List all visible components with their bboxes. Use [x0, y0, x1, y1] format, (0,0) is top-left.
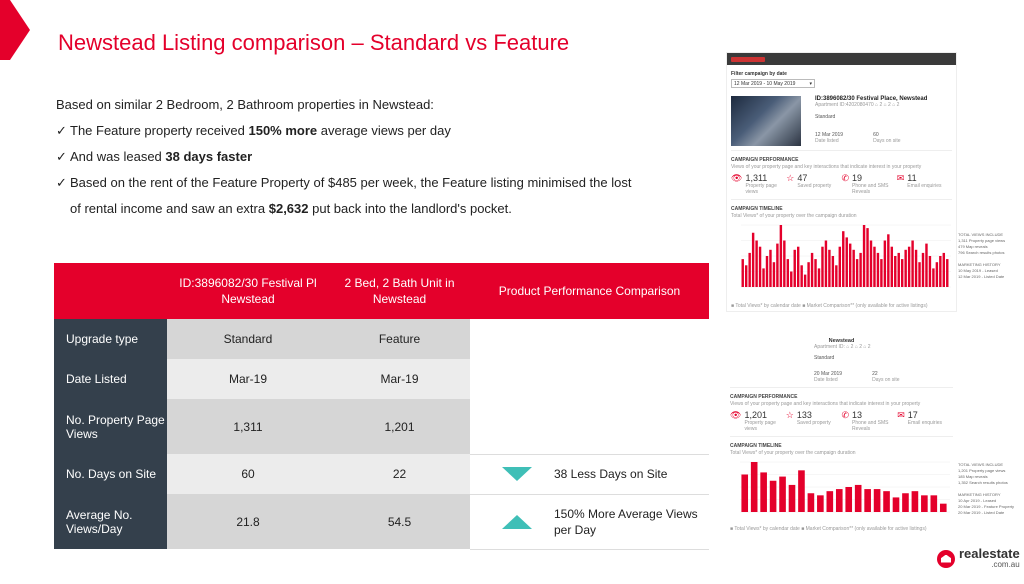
metric-saved: ☆ 133 Saved property	[785, 410, 831, 426]
intro-lead: Based on similar 2 Bedroom, 2 Bathroom properties in Newstead:	[56, 97, 434, 112]
timeline-bar	[776, 244, 778, 287]
timeline-bar	[760, 472, 767, 512]
metric-saved: ☆ 47 Saved property	[786, 173, 832, 189]
timeline-bar	[742, 259, 744, 287]
logo	[731, 57, 765, 62]
timeline-bar	[800, 265, 802, 287]
timeline-bar	[883, 491, 890, 512]
timeline-bar	[939, 256, 941, 287]
table-row: Date Listed Mar-19 Mar-19	[54, 359, 709, 399]
timeline-bar	[855, 485, 862, 512]
metric-phone: ✆ 19 Phone and SMS Reveals	[841, 173, 889, 195]
timeline-bar	[846, 237, 848, 287]
nav-bar	[727, 53, 956, 65]
date-filter-select[interactable]: 12 Mar 2019 - 10 May 2019 ▾	[731, 79, 815, 88]
table-row: Upgrade type Standard Feature	[54, 319, 709, 359]
page-title: Newstead Listing comparison – Standard vs Feature	[58, 30, 570, 55]
phone-icon: ✆	[841, 173, 850, 183]
star-icon: ☆	[786, 173, 795, 183]
intro-text	[56, 92, 696, 222]
timeline-bar	[856, 259, 858, 287]
comparison-table	[54, 263, 709, 550]
timeline-bar	[821, 247, 823, 287]
bottom-timeline-chart	[730, 458, 952, 520]
timeline-bar	[832, 256, 834, 287]
timeline-bar	[807, 262, 809, 287]
timeline-bar	[911, 241, 913, 288]
timeline-bar	[874, 489, 881, 512]
metric-email: ✉ 17 Email enquiries	[897, 410, 942, 426]
timeline-bar	[852, 250, 854, 287]
table-row: No. Days on Site 60 22 38 Less Days on Site	[54, 454, 709, 494]
realestate-logo: realestate .com.au	[937, 548, 1020, 569]
timeline-bar	[825, 241, 827, 288]
timeline-bar	[918, 262, 920, 287]
timeline-bar	[798, 470, 805, 512]
timeline-bar	[752, 233, 754, 287]
timeline-bar	[866, 228, 868, 287]
bullet-3: ✓ Based on the rent of the Feature Property of $485 per week, the Feature listing minimised the lost	[56, 170, 696, 196]
timeline-bar	[741, 475, 748, 513]
check-icon: ✓	[56, 175, 67, 190]
timeline-bar	[904, 250, 906, 287]
timeline-bar	[745, 265, 747, 287]
timeline-bar	[932, 268, 934, 287]
bullet-1: ✓ The Feature property received 150% more average views per day	[56, 118, 696, 144]
header-standard: ID:3896082/30 Festival Pl Newstead	[167, 263, 329, 319]
timeline-bar	[770, 481, 777, 512]
timeline-bar	[842, 231, 844, 287]
header-blank	[54, 263, 167, 319]
timeline-bar	[936, 262, 938, 287]
timeline-bar	[755, 241, 757, 288]
accent-bar	[0, 0, 10, 60]
timeline-bar	[922, 253, 924, 287]
header-feature: 2 Bed, 2 Bath Unit in Newstead	[329, 263, 470, 319]
timeline-bar	[845, 487, 852, 512]
timeline-bar	[773, 262, 775, 287]
metric-views: 👁 1,201 Property page views	[730, 410, 776, 432]
timeline-bar	[748, 253, 750, 287]
eye-icon: 👁	[731, 173, 743, 183]
timeline-bar	[818, 268, 820, 287]
timeline-bar	[790, 272, 792, 288]
timeline-bar	[817, 495, 824, 512]
timeline-bar	[804, 275, 806, 287]
bullet-3-cont: of rental income and saw an extra $2,632 put back into the landlord's pocket.	[70, 201, 512, 216]
timeline-bar	[827, 491, 834, 512]
timeline-bar	[877, 253, 879, 287]
check-icon: ✓	[56, 123, 67, 138]
timeline-bar	[759, 247, 761, 287]
timeline-bar	[901, 259, 903, 287]
bullet-2: ✓ And was leased 38 days faster	[56, 144, 696, 170]
metric-phone: ✆ 13 Phone and SMS Reveals	[841, 410, 889, 432]
timeline-bar	[908, 247, 910, 287]
timeline-bar	[787, 259, 789, 287]
arrow-up-icon	[502, 515, 532, 529]
timeline-bar	[789, 485, 796, 512]
top-timeline-chart	[731, 221, 953, 295]
timeline-bar	[870, 241, 872, 288]
timeline-bar	[859, 253, 861, 287]
star-icon: ☆	[785, 410, 794, 420]
timeline-bar	[915, 250, 917, 287]
top-notes: TOTAL VIEWS INCLUDE 1,311 Property page views 479 Map reveals 796 Search results photos MARKETING HISTORY 10 May 2019 - Leased 12 Mar 2019 - Listed Date	[958, 232, 1006, 279]
timeline-bar	[828, 250, 830, 287]
property-photo	[731, 96, 801, 146]
perf-views: 150% More Average Views per Day	[554, 506, 698, 537]
timeline-bar	[880, 259, 882, 287]
timeline-bar	[894, 256, 896, 287]
mail-icon: ✉	[896, 173, 905, 183]
timeline-bar	[902, 493, 909, 512]
table-row: No. Property Page Views 1,311 1,201	[54, 399, 709, 454]
timeline-bar	[797, 247, 799, 287]
timeline-bar	[780, 225, 782, 287]
timeline-bar	[762, 268, 764, 287]
timeline-bar	[893, 497, 900, 512]
timeline-bar	[931, 495, 938, 512]
metric-email: ✉ 11 Email enquiries	[896, 173, 942, 189]
accent-triangle	[10, 0, 30, 60]
feature-listing-screenshot: Newstead Apartment ID: ⌂ 2 ⌂ 2 ⌂ 2 Standard 20 Mar 2019 Date listed 22 Days on site CAMPAIGN PERFORMANCE Views of your property page and key interactions that indicate interest in your property 👁 1,201 Property page views ☆ 133 Saved property ✆ 13 Phone and SMS Reveals ✉ 17 Email enquiries CAMPAIGN TIMELINE Total Views* of your property over the campaign duration ■ Total Views* by calendar date ■ Market Comparison** (only available for active listings)	[726, 330, 957, 555]
check-icon: ✓	[56, 149, 67, 164]
timeline-bar	[766, 256, 768, 287]
timeline-bar	[940, 504, 947, 512]
timeline-bar	[783, 241, 785, 288]
timeline-bar	[863, 225, 865, 287]
timeline-bar	[929, 256, 931, 287]
table-row: Average No. Views/Day 21.8 54.5 150% More Average Views per Day	[54, 494, 709, 549]
timeline-bar	[887, 234, 889, 287]
header-performance: Product Performance Comparison	[470, 263, 709, 319]
timeline-bar	[873, 247, 875, 287]
timeline-bar	[779, 477, 786, 512]
timeline-bar	[836, 489, 843, 512]
timeline-bar	[912, 491, 919, 512]
timeline-bar	[884, 241, 886, 288]
timeline-bar	[814, 259, 816, 287]
timeline-bar	[849, 244, 851, 287]
timeline-bar	[751, 462, 758, 512]
timeline-bar	[839, 247, 841, 287]
arrow-down-icon	[502, 467, 532, 481]
timeline-bar	[835, 265, 837, 287]
mail-icon: ✉	[897, 410, 905, 420]
standard-listing-screenshot: Filter campaign by date 12 Mar 2019 - 10 May 2019 ▾ ID:3896082/30 Festival Place, Newstead Apartment ID:4202080470 ⌂ 2 ⌂ 2 ⌂ 2 Standard 12 Mar 2019 Date listed 60 Days on site CAMPAIGN PERFORMANCE Views of your property page and key interactions that indicate interest in your property 👁 1,311 Property page views ☆ 47 Saved property ✆ 19 Phone and SMS Reveals ✉ 11 Email enquiries CAMPAIGN TIMELINE Total Views* of your property over the campaign duration ■ Total Views* by calendar date ■ Market Comparison** (only available for active listings)	[726, 52, 957, 312]
timeline-bar	[925, 244, 927, 287]
metric-views: 👁 1,311 Property page views	[731, 173, 777, 195]
timeline-bar	[811, 253, 813, 287]
timeline-bar	[943, 253, 945, 287]
timeline-bar	[921, 495, 928, 512]
timeline-bar	[946, 259, 948, 287]
phone-icon: ✆	[841, 410, 850, 420]
chevron-down-icon: ▾	[809, 81, 812, 87]
timeline-bar	[864, 489, 871, 512]
perf-days: 38 Less Days on Site	[554, 467, 668, 481]
bottom-notes: TOTAL VIEWS INCLUDE 1,201 Property page views 185 Map reveals 1,352 Search results photos MARKETING HISTORY 10 Apr 2019 - Leased 20 Mar 2019 - Feature Property 20 Mar 2019 - Listed Date	[958, 462, 1015, 515]
eye-icon: 👁	[730, 410, 742, 420]
timeline-bar	[808, 493, 815, 512]
timeline-bar	[769, 250, 771, 287]
timeline-bar	[898, 253, 900, 287]
timeline-bar	[794, 250, 796, 287]
house-icon	[937, 550, 955, 568]
timeline-bar	[891, 247, 893, 287]
